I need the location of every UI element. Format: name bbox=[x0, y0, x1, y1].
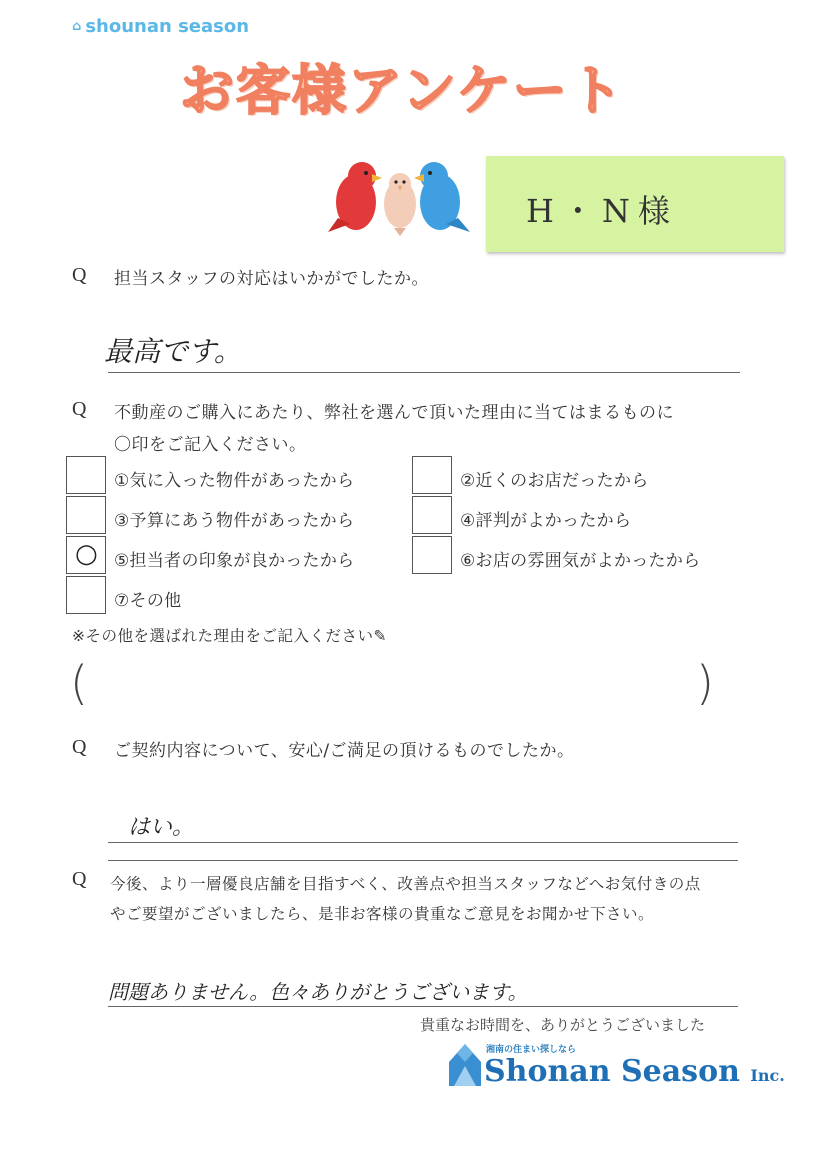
question-4-answer: 問題ありません。色々ありがとうございます。 bbox=[108, 980, 528, 1004]
thanks-message: 貴重なお時間を、ありがとうございました bbox=[420, 1016, 706, 1034]
answer-line bbox=[108, 1006, 738, 1007]
checkbox-option-6[interactable] bbox=[412, 536, 452, 574]
circle-mark: ○ bbox=[75, 539, 98, 569]
question-1-answer: 最高です。 bbox=[104, 335, 242, 368]
customer-name-sticky-note bbox=[486, 156, 784, 252]
divider bbox=[108, 860, 738, 861]
company-logo bbox=[448, 1040, 785, 1092]
brand-name: shounan season bbox=[85, 16, 250, 37]
question-4-text-line2: やご要望がございましたら、是非お客様の貴重なご意見をお聞かせ下さい。 bbox=[110, 905, 655, 923]
option-3-label: ③予算にあう物件があったから bbox=[114, 511, 355, 531]
question-1-text: 担当スタッフの対応はいかがでしたか。 bbox=[114, 269, 429, 289]
option-1-label: ①気に入った物件があったから bbox=[114, 471, 355, 491]
option-7-label: ⑦その他 bbox=[114, 591, 182, 611]
question-marker: Q bbox=[72, 264, 87, 286]
question-3-answer: はい。 bbox=[128, 815, 195, 840]
question-2-text-line1: 不動産のご購入にあたり、弊社を選んで頂いた理由に当てはまるものに bbox=[114, 403, 674, 423]
checkbox-option-5[interactable] bbox=[66, 536, 106, 574]
other-reason-note: ※その他を選ばれた理由をご記入ください✎ bbox=[72, 627, 387, 645]
checkbox-option-3[interactable] bbox=[66, 496, 106, 534]
checkbox-option-1[interactable] bbox=[66, 456, 106, 494]
option-4-label: ④評判がよかったから bbox=[460, 511, 632, 531]
brand-header bbox=[72, 16, 249, 37]
paren-open: ( bbox=[70, 656, 88, 710]
question-4-text-line1: 今後、より一層優良店舗を目指すべく、改善点や担当スタッフなどへお気付きの点 bbox=[110, 875, 701, 893]
logo-tagline: 湘南の住まい探しなら bbox=[486, 1045, 577, 1055]
paren-close: ) bbox=[696, 656, 714, 710]
logo-name bbox=[484, 1054, 785, 1089]
question-marker: Q bbox=[72, 398, 87, 420]
question-3-text: ご契約内容について、安心/ご満足の頂けるものでしたか。 bbox=[114, 741, 575, 761]
logo-inc: Inc. bbox=[750, 1066, 785, 1085]
option-6-label: ⑥お店の雰囲気がよかったから bbox=[460, 551, 701, 571]
option-5-label: ⑤担当者の印象が良かったから bbox=[114, 551, 355, 571]
answer-line bbox=[108, 842, 738, 843]
answer-line bbox=[108, 372, 740, 373]
option-2-label: ②近くのお店だったから bbox=[460, 471, 649, 491]
logo-name-text: Shonan Season bbox=[484, 1054, 740, 1089]
page-title: お客様アンケート bbox=[180, 59, 625, 122]
question-marker: Q bbox=[72, 736, 87, 758]
checkbox-option-2[interactable] bbox=[412, 456, 452, 494]
bird-mascot-icon bbox=[328, 158, 473, 236]
question-2-text-line2: 〇印をご記入ください。 bbox=[114, 435, 307, 455]
checkbox-option-4[interactable] bbox=[412, 496, 452, 534]
checkbox-option-7[interactable] bbox=[66, 576, 106, 614]
home-icon: ⌂ bbox=[72, 19, 82, 34]
house-logo-icon bbox=[448, 1042, 482, 1086]
customer-name: H・N様 bbox=[526, 192, 678, 230]
question-marker: Q bbox=[72, 868, 87, 890]
